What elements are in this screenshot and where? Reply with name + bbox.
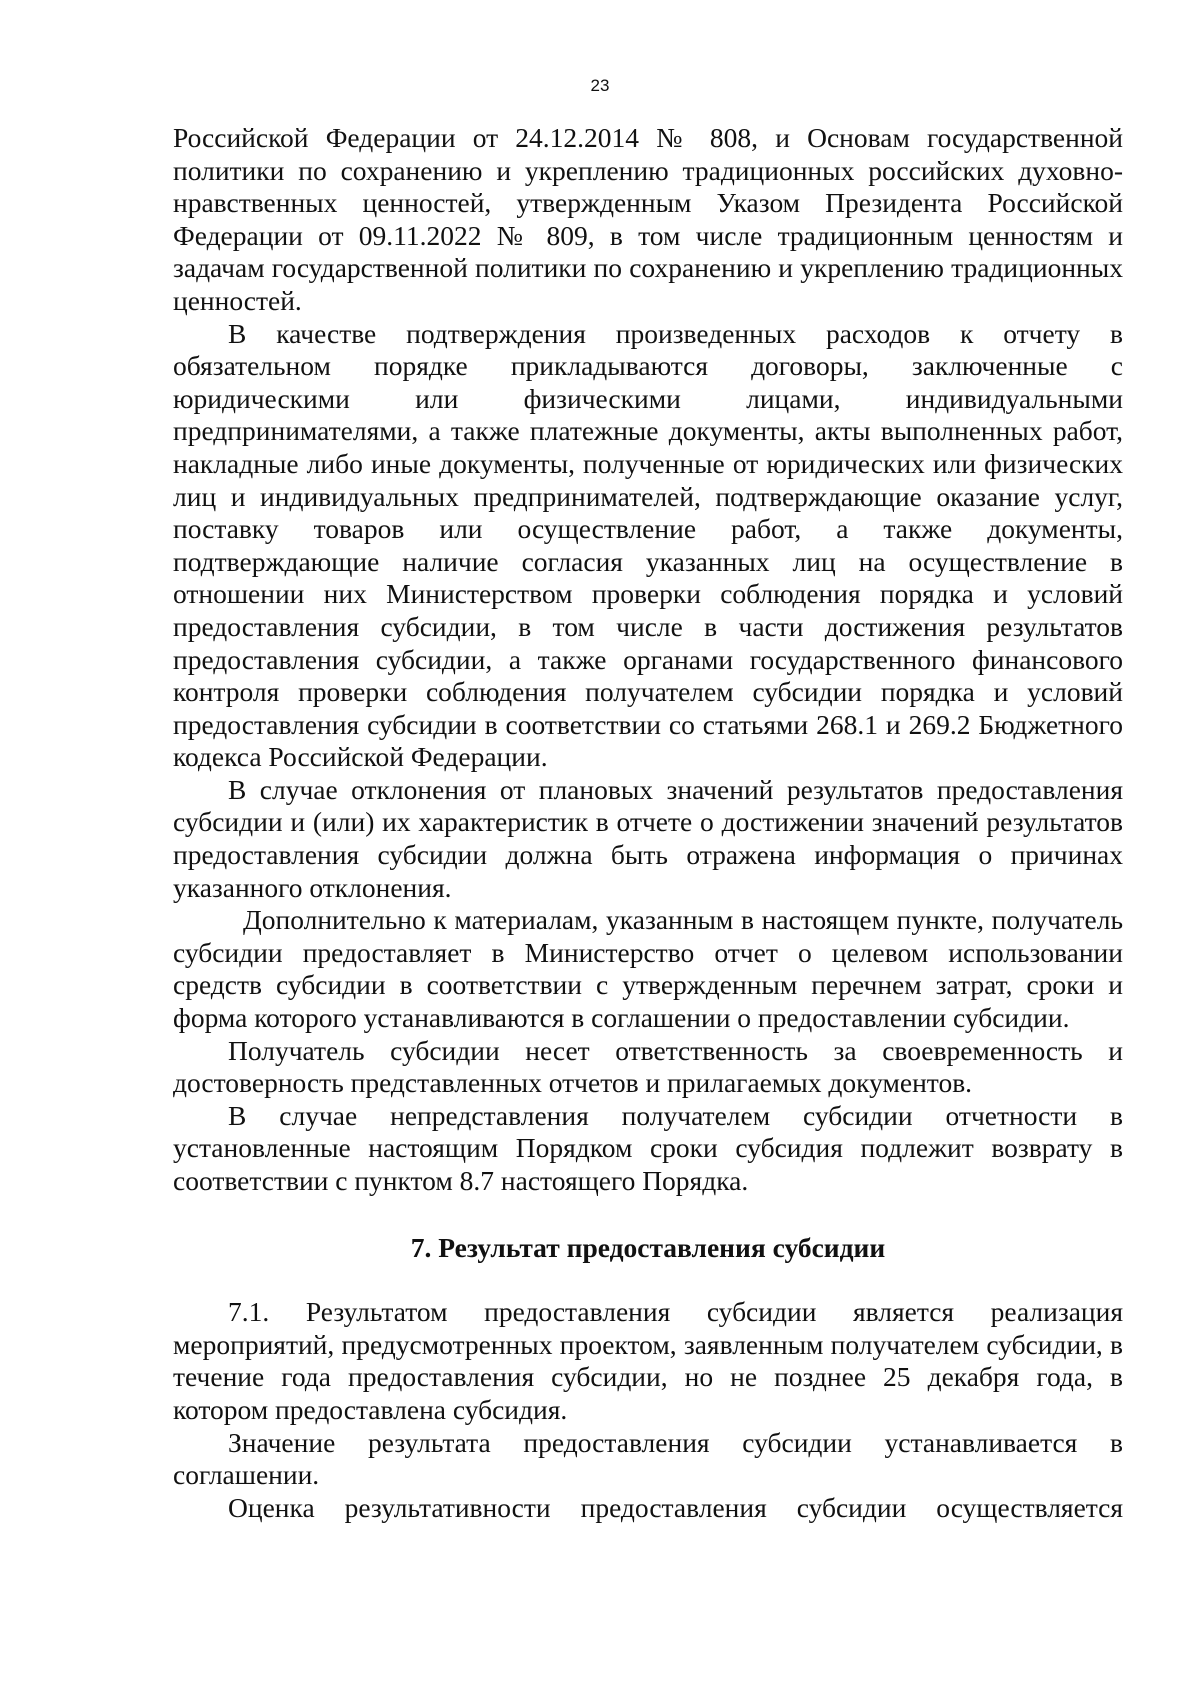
- paragraph-continuation: Российской Федерации от 24.12.2014 № 808, и Основам государственной политики по сохранению и укреплению традиционных российских духовно-нравственных ценностей, утвержденным Указом Президента Российской Федерации от 09.11.2022 № 809, в том числе традиционным ценностям и задачам государственной политики по сохранению и укреплению традиционных ценностей.: [173, 122, 1123, 316]
- paragraph-expense-confirmation: В качестве подтверждения произведенных расходов к отчету в обязательном порядке прикладываются договоры, заключенные с юридическими или физическими лицами, индивидуальными предпринимателями, а также платежные документы, акты выполненных работ, накладные либо иные документы, полученные от юридических или физических лиц и индивидуальных предпринимателей, подтверждающие оказание услуг, поставку товаров или осуществление работ, а также документы, подтверждающие наличие согласия указанных лиц на осуществление в отношении них Министерством проверки соблюдения порядка и условий предоставления субсидии, в том числе в части достижения результатов предоставления субсидии, а также органами государственного финансового контроля проверки соблюдения получателем субсидии порядка и условий предоставления субсидии в соответствии со статьями 268.1 и 269.2 Бюджетного кодекса Российской Федерации.: [173, 317, 1123, 773]
- page-number: 23: [590, 76, 610, 95]
- paragraph-effectiveness: Оценка результативности предоставления субсидии осуществляется: [228, 1491, 1123, 1523]
- section-heading: 7. Результат предоставления субсидии: [410, 1231, 886, 1263]
- paragraph-deviation: В случае отклонения от плановых значений результатов предоставления субсидии и (или) их характеристик в отчете о достижении значений результатов предоставления субсидии должна быть отражена информация о причинах указанного отклонения.: [173, 773, 1123, 903]
- document-body: [173, 122, 1123, 1524]
- paragraph-result-value: Значение результата предоставления субсидии устанавливается в соглашении.: [173, 1426, 1123, 1491]
- paragraph-additional-report: Дополнительно к материалам, указанным в настоящем пункте, получатель субсидии предоставляет в Министерство отчет о целевом использовании средств субсидии в соответствии с утвержденным перечнем затрат, сроки и форма которого устанавливаются в соглашении о предоставлении субсидии.: [173, 904, 1123, 1034]
- paragraph-non-submission: В случае непредставления получателем субсидии отчетности в установленные настоящим Порядком сроки субсидия подлежит возврату в соответствии с пунктом 8.7 настоящего Порядка.: [173, 1099, 1123, 1196]
- paragraph-7-1: 7.1. Результатом предоставления субсидии является реализация мероприятий, предусмотренных проектом, заявленным получателем субсидии, в течение года предоставления субсидии, но не позднее 25 декабря года, в котором предоставлена субсидия.: [173, 1296, 1123, 1425]
- paragraph-responsibility: Получатель субсидии несет ответственность за своевременность и достоверность представленных отчетов и прилагаемых документов.: [173, 1034, 1123, 1099]
